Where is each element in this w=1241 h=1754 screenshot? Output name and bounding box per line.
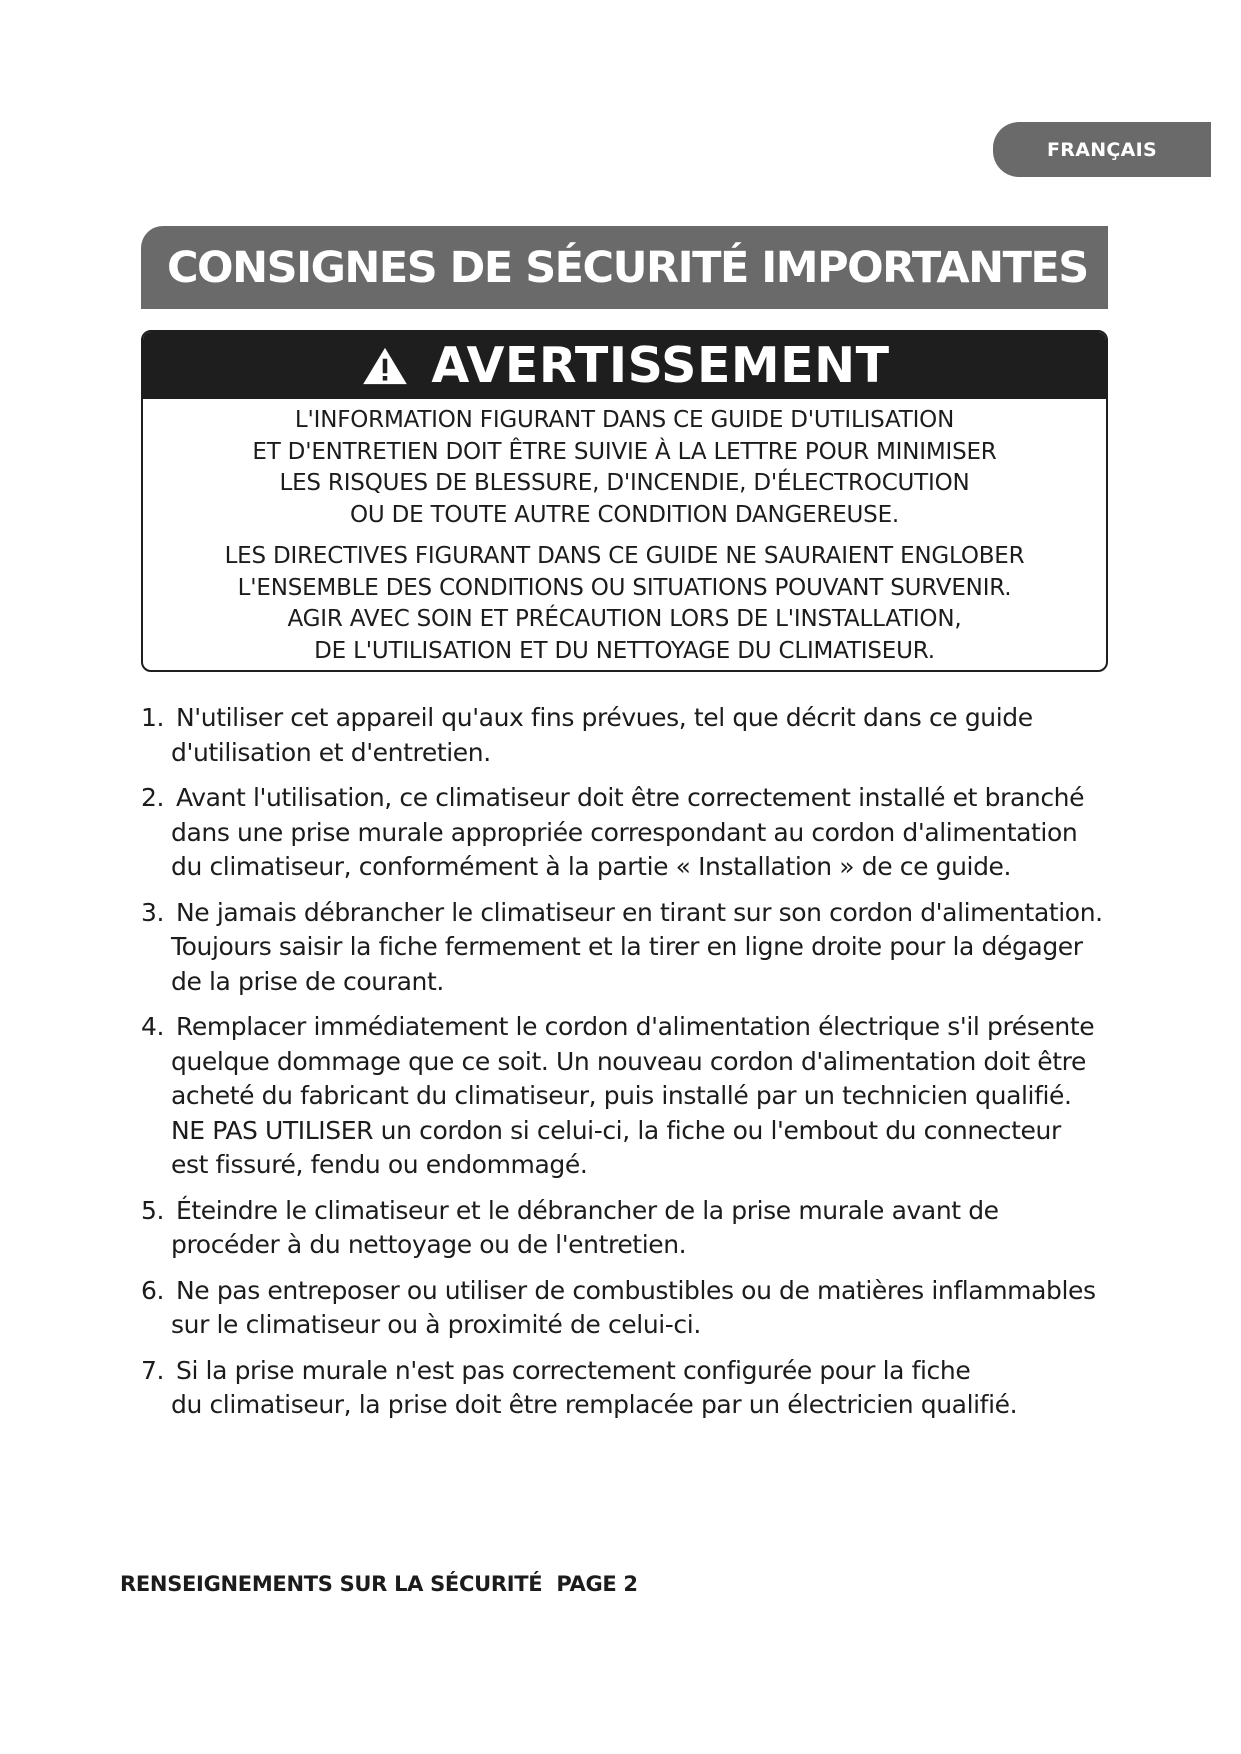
instruction-number: 5.: [141, 1195, 165, 1225]
instruction-line: [141, 1274, 1141, 1309]
instruction-number: 1.: [141, 703, 165, 732]
instruction-line: procéder à du nettoyage ou de l'entretien.: [171, 1230, 687, 1259]
warning-line: ET D'ENTRETIEN DOIT ÊTRE SUIVIE À LA LETTRE POUR MINIMISER: [252, 438, 997, 465]
instruction-line: sur le climatiseur ou à proximité de celui-ci.: [171, 1310, 701, 1339]
instruction-text: Ne pas entreposer ou utiliser de combustibles ou de matières inflammables: [176, 1275, 1096, 1305]
instruction-line: NE PAS UTILISER un cordon si celui-ci, la fiche ou l'embout du connecteur: [171, 1115, 1061, 1145]
warning-heading: AVERTISSEMENT: [431, 337, 890, 394]
instruction-item-7: [141, 1354, 1141, 1423]
instruction-line: est fissuré, fendu ou endommagé.: [171, 1150, 588, 1179]
safety-instructions-list: [141, 701, 1141, 1434]
instruction-line: du climatiseur, la prise doit être remplacée par un électricien qualifié.: [171, 1390, 1018, 1419]
warning-body: [143, 399, 1106, 667]
instruction-line: dans une prise murale appropriée correspondant au cordon d'alimentation: [171, 817, 1078, 847]
instruction-text: Si la prise murale n'est pas correctement configurée pour la fiche: [176, 1355, 971, 1385]
warning-header: [143, 332, 1106, 399]
instruction-line: [141, 1354, 1141, 1389]
warning-box: [141, 330, 1108, 672]
warning-line: LES RISQUES DE BLESSURE, D'INCENDIE, D'ÉLECTROCUTION: [279, 470, 970, 496]
warning-line: LES DIRECTIVES FIGURANT DANS CE GUIDE NE SAURAIENT ENGLOBER: [224, 543, 1025, 569]
instruction-line: Toujours saisir la fiche fermement et la tirer en ligne droite pour la dégager: [171, 932, 1083, 961]
instruction-item-6: [141, 1274, 1141, 1343]
warning-triangle-icon: [359, 346, 411, 386]
page-title: CONSIGNES DE SÉCURITÉ IMPORTANTES: [141, 226, 1108, 309]
instruction-number: 6.: [141, 1275, 165, 1305]
instruction-line: [141, 701, 1141, 736]
instruction-line: du climatiseur, conformément à la partie « Installation » de ce guide.: [171, 852, 1012, 881]
instruction-line: d'utilisation et d'entretien.: [171, 737, 491, 767]
instruction-number: 7.: [141, 1355, 165, 1385]
warning-line: OU DE TOUTE AUTRE CONDITION DANGEREUSE.: [349, 501, 900, 528]
instruction-line: [141, 1010, 1141, 1045]
instruction-line: acheté du fabricant du climatiseur, puis installé par un technicien qualifié.: [171, 1081, 1072, 1110]
warning-paragraph-1: [143, 405, 1106, 531]
instruction-number: 2.: [141, 783, 165, 812]
instruction-item-3: [141, 896, 1141, 1000]
warning-line: L'ENSEMBLE DES CONDITIONS OU SITUATIONS POUVANT SURVENIR.: [237, 574, 1012, 601]
instruction-line: quelque dommage que ce soit. Un nouveau cordon d'alimentation doit être: [171, 1046, 1086, 1076]
instruction-text: Ne jamais débrancher le climatiseur en tirant sur son cordon d'alimentation.: [176, 897, 1103, 927]
instruction-line: [141, 781, 1141, 816]
instruction-number: 4.: [141, 1012, 165, 1041]
warning-line: AGIR AVEC SOIN ET PRÉCAUTION LORS DE L'INSTALLATION,: [287, 606, 962, 632]
instruction-item-1: [141, 701, 1141, 770]
instruction-item-2: [141, 781, 1141, 885]
warning-line: DE L'UTILISATION ET DU NETTOYAGE DU CLIMATISEUR.: [314, 637, 935, 664]
warning-paragraph-2: [143, 541, 1106, 667]
instruction-text: N'utiliser cet appareil qu'aux fins prévues, tel que décrit dans ce guide: [176, 703, 1033, 732]
instruction-line: [141, 1194, 1141, 1229]
instruction-text: Remplacer immédiatement le cordon d'alimentation électrique s'il présente: [176, 1012, 1095, 1041]
instruction-item-4: [141, 1010, 1141, 1183]
instruction-text: Éteindre le climatiseur et le débrancher de la prise murale avant de: [176, 1195, 999, 1225]
language-tab: FRANÇAIS: [993, 122, 1211, 177]
instruction-number: 3.: [141, 897, 165, 927]
instruction-text: Avant l'utilisation, ce climatiseur doit être correctement installé et branché: [176, 783, 1085, 812]
instruction-line: de la prise de courant.: [171, 966, 444, 996]
warning-line: L'INFORMATION FIGURANT DANS CE GUIDE D'UTILISATION: [294, 407, 955, 433]
page-footer: RENSEIGNEMENTS SUR LA SÉCURITÉ PAGE 2: [120, 1572, 638, 1596]
instruction-item-5: [141, 1194, 1141, 1263]
instruction-line: [141, 896, 1141, 931]
